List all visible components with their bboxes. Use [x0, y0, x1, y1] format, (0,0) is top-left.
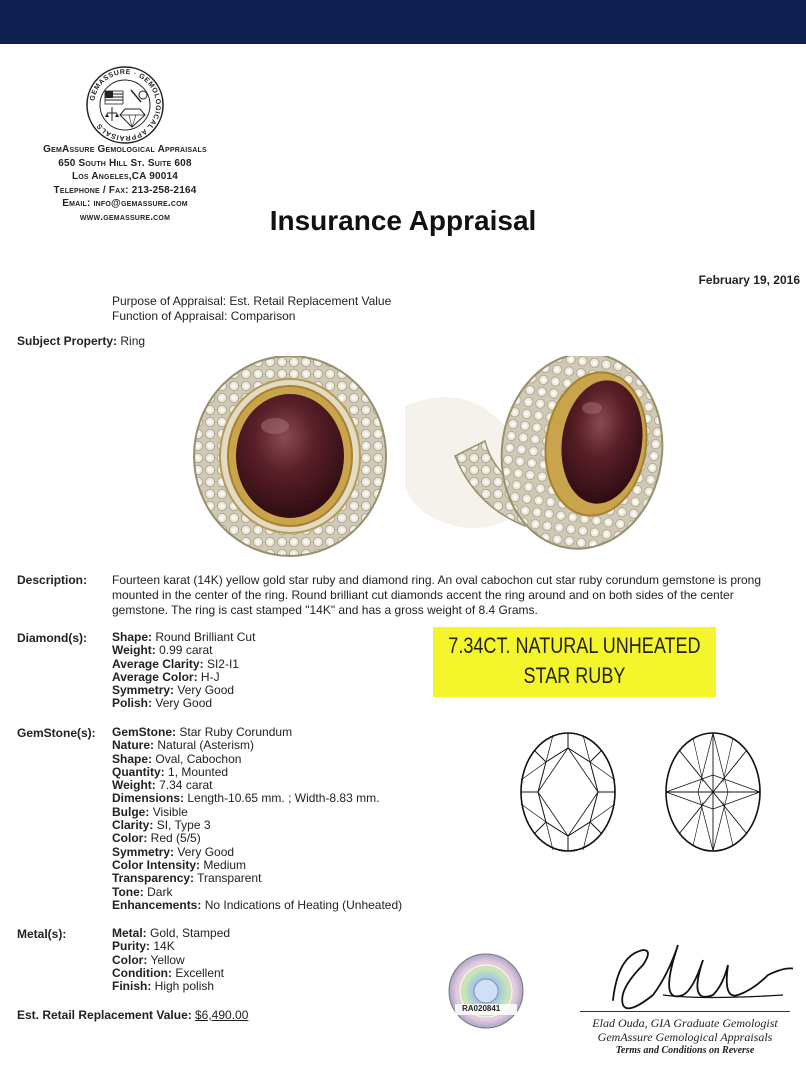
oval-pavilion-diagram	[663, 730, 763, 855]
spec-row	[112, 792, 402, 805]
diamond-specs	[112, 631, 255, 711]
spec-row	[112, 967, 230, 980]
spec-key: Weight:	[112, 643, 156, 658]
spec-row	[112, 927, 230, 940]
signature	[603, 940, 793, 1020]
spec-row	[112, 806, 402, 819]
spec-value: Natural (Asterism)	[157, 738, 255, 753]
retail-value: $6,490.00	[195, 1008, 249, 1022]
spec-key: Polish:	[112, 696, 153, 711]
function-label: Function of Appraisal:	[112, 309, 228, 323]
spec-key: Symmetry:	[112, 844, 175, 859]
description-text: Fourteen karat (14K) yellow gold star ruby and diamond ring. An oval cabochon cut star ruby corundum gemstone is prong mounted in the center of the ring. Round brilliant cut diamonds accent the ring around and on both sides of the center gemstone. The ring is cast stamped "14K" and has a gross weight of 8.4 Grams.	[112, 573, 762, 617]
spec-key: Weight:	[112, 778, 156, 793]
spec-row	[112, 644, 255, 657]
spec-value: Dark	[147, 884, 173, 899]
retail-value-label: Est. Retail Replacement Value:	[17, 1008, 192, 1022]
company-email: Email: info@gemassure.com	[62, 198, 188, 209]
description-label: Description:	[17, 573, 88, 587]
spec-row	[112, 832, 402, 845]
spec-value: Very Good	[177, 683, 235, 698]
spec-value: Round Brilliant Cut	[155, 630, 256, 644]
spec-value: SI2-I1	[206, 656, 239, 671]
spec-value: Red (5/5)	[150, 831, 201, 846]
metal-specs	[112, 927, 230, 993]
spec-row	[112, 684, 255, 697]
spec-row	[112, 886, 402, 899]
seal-serial: RA020841	[462, 1004, 501, 1013]
spec-value: Yellow	[150, 952, 185, 967]
spec-value: H-J	[200, 669, 220, 684]
spec-key: Symmetry:	[112, 683, 175, 698]
spec-value: Star Ruby Corundum	[179, 725, 293, 739]
gemstones-label: GemStone(s):	[17, 726, 96, 740]
signer-name: Elad Ouda, GIA Graduate Gemologist	[592, 1016, 778, 1030]
metals-label: Metal(s):	[17, 927, 67, 941]
oval-crown-diagram	[518, 730, 618, 855]
spec-value: Gold, Stamped	[150, 926, 231, 940]
spec-key: Clarity:	[112, 818, 154, 833]
note-line2: STAR RUBY	[523, 663, 626, 688]
spec-row	[112, 846, 402, 859]
subject-label: Subject Property:	[17, 334, 118, 348]
spec-key: Condition:	[112, 965, 172, 980]
spec-value: Transparent	[197, 871, 262, 886]
subject-value: Ring	[120, 334, 146, 348]
spec-key: Average Color:	[112, 669, 198, 684]
svg-text:GEMASSURE · GEMOLOGICAL APPRAI: GEMASSURE · GEMOLOGICAL APPRAISALS	[89, 68, 162, 142]
signer-block	[570, 1016, 800, 1058]
spec-value: 7.34 carat	[159, 778, 213, 793]
spec-row	[112, 940, 230, 953]
spec-key: Color:	[112, 831, 148, 846]
company-phone: Telephone / Fax: 213-258-2164	[53, 184, 197, 196]
spec-key: Purity:	[112, 939, 151, 954]
spec-value: Length-10.65 mm. ; Width-8.83 mm.	[187, 791, 380, 806]
ring-side-photo	[405, 356, 675, 559]
spec-value: 1, Mounted	[168, 764, 229, 779]
spec-row	[112, 954, 230, 967]
spec-key: Dimensions:	[112, 791, 185, 806]
spec-key: Color Intensity:	[112, 857, 201, 872]
spec-key: GemStone:	[112, 725, 177, 739]
spec-value: Medium	[203, 857, 247, 872]
function-value: Comparison	[230, 309, 296, 323]
spec-key: Nature:	[112, 738, 155, 753]
company-address-line2: Los Angeles,CA 90014	[71, 171, 179, 182]
gemstone-specs	[112, 726, 402, 912]
signer-company: GemAssure Gemological Appraisals	[597, 1030, 773, 1044]
ring-front-photo	[194, 356, 386, 556]
spec-key: Enhancements:	[112, 897, 202, 912]
spec-key: Average Clarity:	[112, 656, 204, 671]
spec-value: Very Good	[155, 696, 213, 711]
spec-value: 0.99 carat	[159, 643, 213, 658]
spec-value: SI, Type 3	[156, 818, 211, 833]
spec-row	[112, 779, 402, 792]
spec-value: Oval, Cabochon	[155, 751, 242, 766]
document-title: Insurance Appraisal	[269, 205, 537, 236]
signature-line	[580, 1011, 790, 1012]
spec-key: Color:	[112, 952, 148, 967]
terms-note: Terms and Conditions on Reverse	[615, 1045, 755, 1056]
subject-property	[17, 334, 145, 348]
diamonds-label: Diamond(s):	[17, 631, 87, 645]
spec-value: Visible	[152, 804, 188, 819]
spec-row	[112, 766, 402, 779]
hologram-seal	[447, 952, 525, 1030]
purpose-block	[112, 294, 391, 324]
spec-key: Shape:	[112, 630, 153, 644]
header-bar	[0, 0, 806, 44]
spec-value: Very Good	[177, 844, 235, 859]
spec-value: 14K	[153, 939, 175, 954]
spec-value: High polish	[154, 979, 215, 994]
spec-row	[112, 872, 402, 885]
spec-row	[112, 859, 402, 872]
company-name: GemAssure Gemological Appraisals	[43, 144, 207, 155]
spec-row	[112, 671, 255, 684]
spec-key: Metal:	[112, 926, 147, 940]
spec-key: Transparency:	[112, 871, 195, 886]
spec-row	[112, 819, 402, 832]
company-address-line1: 650 South Hill St. Suite 608	[58, 157, 192, 169]
spec-value: No Indications of Heating (Unheated)	[204, 897, 403, 912]
spec-row	[112, 980, 230, 993]
company-website: www.gemassure.com	[79, 211, 171, 223]
spec-row	[112, 726, 402, 739]
purpose-value: Est. Retail Replacement Value	[229, 294, 392, 308]
appraisal-date: February 19, 2016	[698, 273, 800, 287]
gemassure-logo	[85, 65, 165, 145]
spec-key: Shape:	[112, 751, 153, 766]
spec-row	[112, 739, 402, 752]
spec-row	[112, 631, 255, 644]
spec-key: Quantity:	[112, 764, 165, 779]
purpose-label: Purpose of Appraisal:	[112, 294, 227, 308]
spec-row	[112, 697, 255, 710]
spec-key: Finish:	[112, 979, 152, 994]
spec-row	[112, 658, 255, 671]
highlight-note	[433, 627, 716, 697]
spec-row	[112, 899, 402, 912]
spec-value: Excellent	[175, 965, 225, 980]
spec-key: Tone:	[112, 884, 144, 899]
spec-row	[112, 753, 402, 766]
spec-key: Bulge:	[112, 804, 150, 819]
note-line1: 7.34CT. NATURAL UNHEATED	[448, 633, 701, 658]
ring-photos	[0, 356, 806, 566]
